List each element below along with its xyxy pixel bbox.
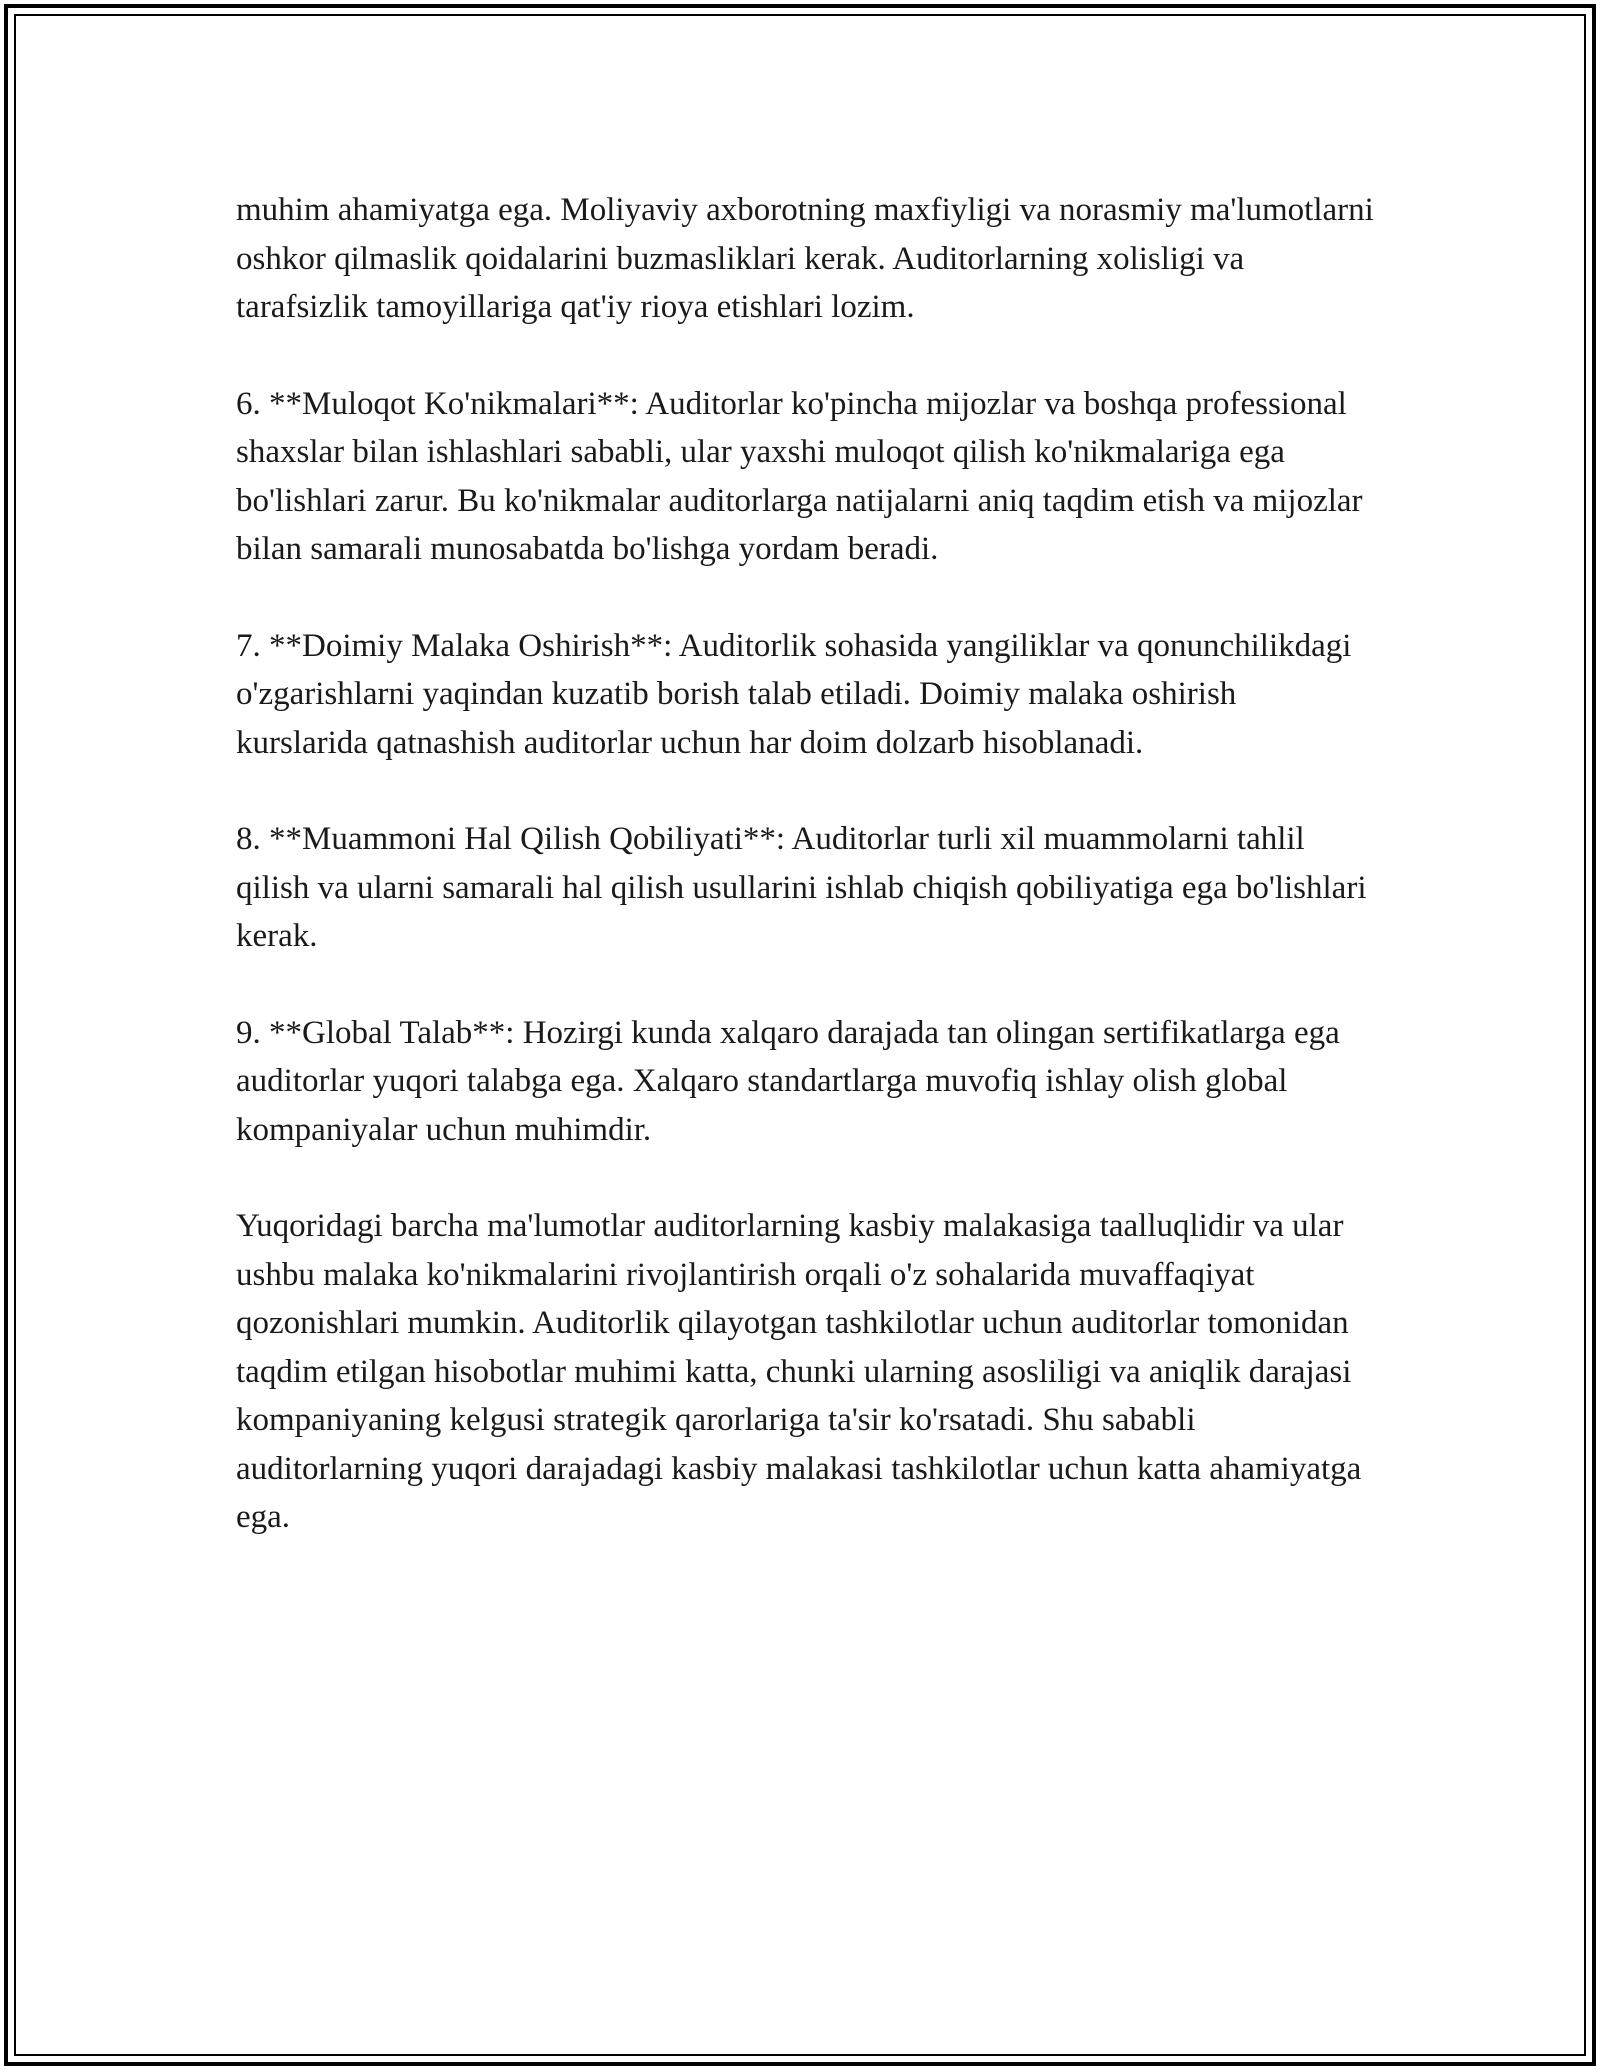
- paragraph-problem-solving: 8. **Muammoni Hal Qilish Qobiliyati**: Auditorlar turli xil muammolarni tahlil qilish va ularni samarali hal qilish usullarini ishlab chiqish qobiliyatiga ega bo'lishlari kerak.: [236, 821, 1367, 954]
- document-body: [236, 186, 1376, 1590]
- paragraph-ethics-continuation: muhim ahamiyatga ega. Moliyaviy axborotning maxfiyligi va norasmiy ma'lumotlarni oshkor qilmaslik qoidalarini buzmasliklari kerak. Auditorlarning xolisligi va tarafsizlik tamoyillariga qat'iy rioya etishlari lozim.: [236, 192, 1374, 325]
- paragraph-conclusion: Yuqoridagi barcha ma'lumotlar auditorlarning kasbiy malakasiga taalluqlidir va ular ushbu malaka ko'nikmalarini rivojlantirish orqali o'z sohalarida muvaffaqiyat qozonishlari mumkin. Auditorlik qilayotgan tashkilotlar uchun auditorlar tomonidan taqdim etilgan hisobotlar muhimi katta, chunki ularning asosliligi va aniqlik darajasi kompaniyaning kelgusi strategik qarorlariga ta'sir ko'rsatadi. Shu sababli auditorlarning yuqori darajadagi kasbiy malakasi tashkilotlar uchun katta ahamiyatga ega.: [236, 1208, 1362, 1535]
- paragraph-continuous-training: 7. **Doimiy Malaka Oshirish**: Auditorlik sohasida yangiliklar va qonunchilikdagi o'zgarishlarni yaqindan kuzatib borish talab etiladi. Doimiy malaka oshirish kurslarida qatnashish auditorlar uchun har doim dolzarb hisoblanadi.: [236, 627, 1352, 761]
- paragraph-global-demand: 9. **Global Talab**: Hozirgi kunda xalqaro darajada tan olingan sertifikatlarga ega auditorlar yuqori talabga ega. Xalqaro standartlarga muvofiq ishlay olish global kompaniyalar uchun muhimdir.: [236, 1014, 1340, 1148]
- paragraph-communication-skills: 6. **Muloqot Ko'nikmalari**: Auditorlar ko'pincha mijozlar va boshqa professional shaxslar bilan ishlashlari sababli, ular yaxshi muloqot qilish ko'nikmalariga ega bo'lishlari zarur. Bu ko'nikmalar auditorlarga natijalarni aniq taqdim etish va mijozlar bilan samarali munosabatda bo'lishga yordam beradi.: [236, 385, 1363, 567]
